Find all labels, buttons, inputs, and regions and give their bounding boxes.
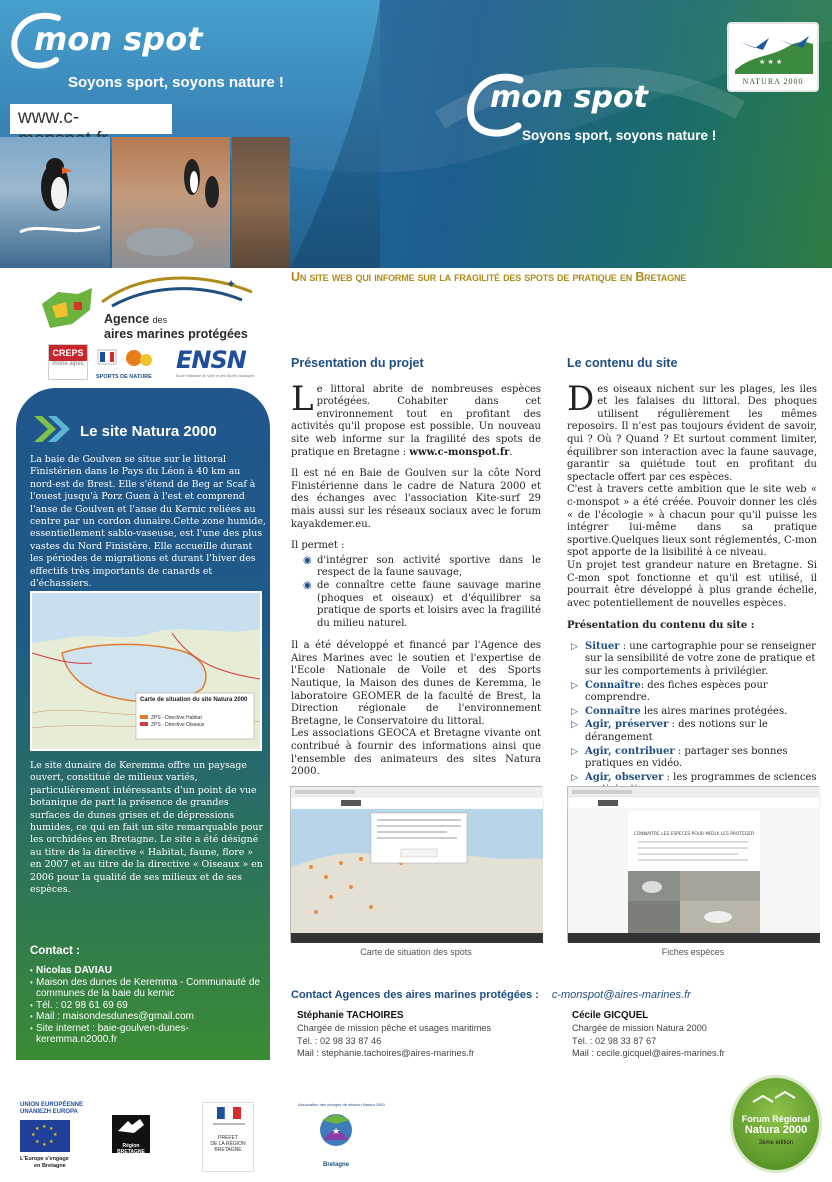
feature-value: : les programmes de sciences: [666, 771, 817, 783]
agency-logo-text: [104, 312, 248, 341]
puffin-photo: [0, 137, 110, 268]
map-title: Carte de situation du site Natura 2000: [140, 697, 248, 703]
region-bretagne-logo: [112, 1115, 150, 1153]
contact-person-1: [297, 1010, 491, 1059]
birds-icon: [733, 1084, 819, 1114]
person-name: Stéphanie TACHOIRES: [297, 1010, 404, 1021]
dropcap-d: D: [567, 378, 595, 419]
prefet-logo: [202, 1102, 254, 1172]
eu-flag-icon: [20, 1120, 70, 1152]
brand-slogan-large: Soyons sport, soyons nature !: [522, 128, 717, 143]
agency-line1: Agence: [104, 312, 150, 326]
eu-label-1: UNION EUROPÉENNE: [20, 1102, 84, 1108]
association-label: Association des chargés de mission Natura 2000: [298, 1102, 385, 1107]
contact-phone: • Tél. : 02 98 61 69 69: [30, 1000, 266, 1012]
project-intro-text: e littoral abrite de nombreuses espèces protégées. Cohabiter dans cet environnement tout en profitant des activités qu'il propose est possible. Un nouveau site web informe sur la fragilité des spots de pratique en Bretagne :: [291, 383, 541, 458]
rock-photo: [232, 137, 290, 268]
feature-key: Situer: [585, 640, 620, 652]
project-intro: [291, 378, 541, 460]
svg-text:★: ★: [35, 1139, 40, 1145]
eu-label-2: UNANIEZH EUROPA: [20, 1109, 78, 1115]
svg-text:★: ★: [35, 1126, 40, 1132]
association-natura-logo: [298, 1100, 385, 1174]
sports-nature-icon: [96, 348, 158, 370]
content-ambition: C'est à travers cette ambition que le site web « c-monspot » a été créée. Pouvoir donner les clés « de l'écologie » à chacun pour qu'il puisse les intégrer lui-même dans sa pratique sportive.Quelques lieux sont réglementés, C-mon spot apporte de la lisibilité à ce niveau.: [567, 484, 817, 559]
agency-line2: aires marines protégées: [104, 327, 248, 341]
legend-item-habitat: ZPS - Directive Habitat: [151, 715, 202, 721]
svg-text:★: ★: [42, 1142, 47, 1148]
feature-agir-contribuer: [571, 746, 817, 771]
forum-line-1: Forum Régional: [741, 1114, 811, 1124]
marianne-icon: [203, 1103, 255, 1131]
person-email[interactable]: Mail : stephanie.tachoires@aires-marines.fr: [297, 1047, 475, 1058]
feature-key: Connaître: [585, 679, 641, 691]
brand-slogan: Soyons sport, soyons nature !: [68, 74, 284, 91]
column-content: [567, 357, 817, 798]
feature-key: Agir, observer: [585, 771, 664, 783]
ensn-sub: École Nationale de Voile et des Sports Nautiques: [176, 374, 255, 378]
creps-logo: [48, 344, 88, 380]
person-role: Chargée de mission pêche et usages maritimes: [297, 1023, 492, 1034]
prefet-line-3: BRETAGNE: [214, 1147, 242, 1153]
feature-connaitre-fiches: [571, 680, 817, 705]
eu-sub-2: en Bretagne: [34, 1163, 66, 1169]
dropcap-l: L: [291, 378, 314, 419]
association-sub: Bretagne: [322, 1162, 349, 1168]
legend-swatch-habitat: [140, 715, 148, 719]
sports-nature-logo: [96, 348, 158, 382]
person-phone: Tél. : 02 98 33 87 46: [297, 1035, 382, 1046]
project-bullet-2: ◉ de connaître cette faune sauvage marine (phoques et oiseaux) et d'équilibrer sa pratique de sports et loisirs avec la fragilité du milieu naturel.: [305, 580, 541, 630]
forum-regional-badge: [730, 1075, 822, 1173]
svg-text:★: ★: [31, 1132, 36, 1138]
screenshot-map-graphic: [291, 787, 543, 943]
svg-text:★: ★: [49, 1139, 54, 1145]
feature-value: les aires marines protégées.: [640, 705, 788, 717]
natura-badge-label: NATURA 2000: [742, 77, 804, 86]
caption-map: Carte de situation des spots: [360, 947, 472, 957]
sidebar-para-goulven: La baie de Goulven se situe sur le littoral Finistérien dans le Pays du Léon à 40 km au nord-est de Brest. Elle s'étend de Beg ar Scaf à l'ouest jusqu'à Porz Guen à l'est et comprend l'anse de Goulven et l'anse du Kernic reliées au centre par un cordon dunaire.Cette zone humide, essentiellement sablo-vaseuse, est l'une des plus vastes du Nord Finistère. Elle accueille durant les périodes de migrations et durant l'hiver des effectifs très importants de canards et d'échassiers.: [30, 454, 266, 590]
feature-key: Agir, contribuer: [585, 745, 675, 757]
legend-item-oiseaux: ZPS - Directive Oiseaux: [151, 722, 205, 728]
region-bretagne-icon: [112, 1115, 150, 1139]
brand-name-large: mon spot: [490, 80, 648, 115]
sidebar-para-keremma: Le site dunaire de Keremma offre un paysage ouvert, constitué de milieux variés, particulièrement intéressants d'un point de vue botanique de part la présence de grandes surfaces de dunes grises et de dépressions humides, ce qui en fait un site remarquable pour les orchidées en Bretagne. Le site a été désigné au titre de la directive « Habitat, faune, flore » en 2007 et au titre de la directive « Oiseaux » en 2006 pour la qualité de ses milieux et de ses espèces.: [30, 760, 263, 896]
person-name: Cécile GICQUEL: [572, 1010, 649, 1021]
contact-website[interactable]: • Site internet : baie-goulven-dunes-keremma.n2000.fr: [30, 1023, 266, 1046]
brand-logo-large: [462, 68, 742, 158]
auk-photo: [112, 137, 230, 268]
caption-species: Fiches espèces: [661, 947, 725, 957]
project-associations: Les associations GEOCA et Bretagne vivante ont contribué à fournir des informations ainsi que l'ensemble des animateurs des sites Natura 2000.: [291, 728, 541, 778]
prefet-line-2: DE LA RÉGION: [210, 1141, 246, 1147]
feature-value: : des notions sur le dérangement: [585, 719, 768, 744]
feature-value: : partager ses bonnes pratiques en vidéo.: [585, 745, 788, 770]
person-role: Chargée de mission Natura 2000: [572, 1023, 707, 1034]
content-intro: [567, 378, 817, 485]
forum-line-2: Natura 2000: [744, 1124, 808, 1136]
screenshot-species: [567, 786, 819, 942]
content-subheading: Présentation du contenu du site :: [567, 620, 755, 632]
agency-contact-label: Contact Agences des aires marines protégées :: [291, 989, 539, 1001]
svg-text:★: ★: [331, 1127, 341, 1137]
sidebar-contact-title: Contact :: [30, 945, 80, 957]
photo-strip: [0, 137, 290, 268]
svg-text:✦: ✦: [226, 277, 237, 291]
person-email[interactable]: Mail : cecile.gicquel@aires-marines.fr: [572, 1047, 725, 1058]
project-funding: Il a été développé et financé par l'Agence des Aires Marines avec le soutien et l'expertise de l'Ecole Nationale de Voile et des Sports Nautique, la Maison des dunes de Keremma, le laboratoire GEOMER de la faculté de Brest, la Direction régionale de l'environnement Bretagne, le Conservatoire du littoral.: [291, 640, 541, 727]
svg-text:★ ★ ★: ★ ★ ★: [759, 58, 783, 66]
website-url[interactable]: www.c-: [10, 104, 172, 134]
agency-contact-line: [291, 989, 691, 1001]
puffin-figure: [0, 137, 110, 268]
svg-text:★: ★: [49, 1126, 54, 1132]
forum-line-3: 2ème édition: [758, 1140, 794, 1146]
contact-email[interactable]: • Mail : maisondesdunes@gmail.com: [30, 1011, 266, 1023]
column-project: [291, 357, 541, 788]
project-bullet-1: ◉ d'intégrer son activité sportive dans le respect de la faune sauvage,: [305, 555, 541, 580]
auk-figures: [112, 137, 230, 268]
feature-key: Connaître: [585, 705, 641, 717]
sports-nature-label: SPORTS DE NATURE: [96, 374, 152, 380]
prefet-label: [203, 1135, 253, 1153]
double-chevron-icon: [32, 412, 76, 446]
creps-label: CREPS: [49, 345, 87, 361]
partner-logos: [30, 272, 270, 387]
project-bullets: [305, 555, 541, 631]
page-title: Un site web qui informe sur la fragilité des spots de pratique en Bretagne: [291, 270, 687, 284]
contact-org: • Maison des dunes de Keremma - Communauté de communes de la baie du kernic: [30, 977, 266, 1000]
natura-sidebar: [16, 388, 270, 1060]
project-origin: Il est né en Baie de Goulven sur la côte Nord Finistérienne dans le cadre de Natura 2000 et des échanges avec l'association Kite-surf 29 mais aussi sur les réseaux sociaux avec le forum kayakdemer.eu.: [291, 468, 541, 530]
project-allows: Il permet :: [291, 540, 345, 552]
svg-text:★: ★: [53, 1132, 58, 1138]
ensn-label: ENSN: [176, 346, 246, 374]
species-heading: CONNAITRE LES ESPECES POUR MIEUX LES PROTEGER: [633, 832, 755, 837]
brand-logo-small: [8, 8, 298, 98]
contact-name: • Nicolas DAVIAU: [30, 965, 266, 977]
agency-contact-email[interactable]: c-monspot@aires-marines.fr: [551, 989, 691, 1001]
brittany-map-logo-icon: [38, 284, 94, 332]
agency-swoosh-icon: [102, 272, 252, 312]
feature-situer: [571, 641, 817, 679]
association-natura-icon: [298, 1100, 385, 1164]
content-features: [571, 641, 817, 797]
creps-sub: rhône alpes: [52, 361, 84, 367]
project-intro-end: .: [509, 446, 513, 458]
brand-name: mon spot: [34, 20, 203, 58]
feature-value: : une cartographie pour se renseigner sur la sensibilité de votre zone de pratique et sur les comportements à privilégier.: [585, 640, 816, 678]
project-url[interactable]: www.c-monspot.fr: [409, 446, 510, 458]
content-test: Un projet test grandeur nature en Bretagne. Si C-mon spot fonctionne et qu'il est utilisé, il pourrait être développé à plus grande échelle, avec potentiellement de nouvelles espèces.: [567, 559, 817, 609]
content-heading: Le contenu du site: [567, 356, 678, 370]
feature-agir-preserver: [571, 719, 817, 744]
region-bretagne-label: Région BRETAGNE: [117, 1143, 145, 1155]
natura-2000-logo-icon: [729, 24, 817, 80]
sidebar-contact-list: [30, 965, 266, 1046]
agency-line1-small: des: [152, 315, 168, 325]
natura-2000-badge: [727, 22, 819, 92]
person-phone: Tél. : 02 98 33 87 67: [572, 1035, 657, 1046]
feature-value: : des fiches espèces pour comprendre.: [585, 679, 768, 704]
eu-sub-1: L'Europe s'engage: [20, 1156, 69, 1162]
sidebar-title: Le site Natura 2000: [80, 423, 217, 440]
contact-person-2: [572, 1010, 725, 1059]
legend-swatch-oiseaux: [140, 722, 148, 726]
ensn-logo: [176, 346, 255, 384]
feature-key: Agir, préserver: [585, 719, 669, 731]
svg-text:★: ★: [42, 1124, 47, 1130]
prefet-line-1: PRÉFET: [218, 1135, 238, 1141]
feature-connaitre-aires: [571, 706, 817, 719]
map-legend: [140, 715, 204, 729]
site-location-map: [30, 591, 262, 751]
screenshot-map: [290, 786, 542, 942]
content-intro-text: es oiseaux nichent sur les plages, les iles et les falaises du littoral. Des phoques utilisent régulièrement les mêmes reposoirs. Il n'est pas toujours évident de savoir, qui ? Où ? Quand ? Et surtout comment limiter, équilibrer son interaction avec la faune sauvage, garantir sa quiétude tout en profitant du spectacle offert par ces espèces.: [567, 383, 817, 483]
project-heading: Présentation du projet: [291, 356, 424, 370]
screenshot-species-graphic: [568, 787, 820, 943]
header-banner: [0, 0, 832, 268]
